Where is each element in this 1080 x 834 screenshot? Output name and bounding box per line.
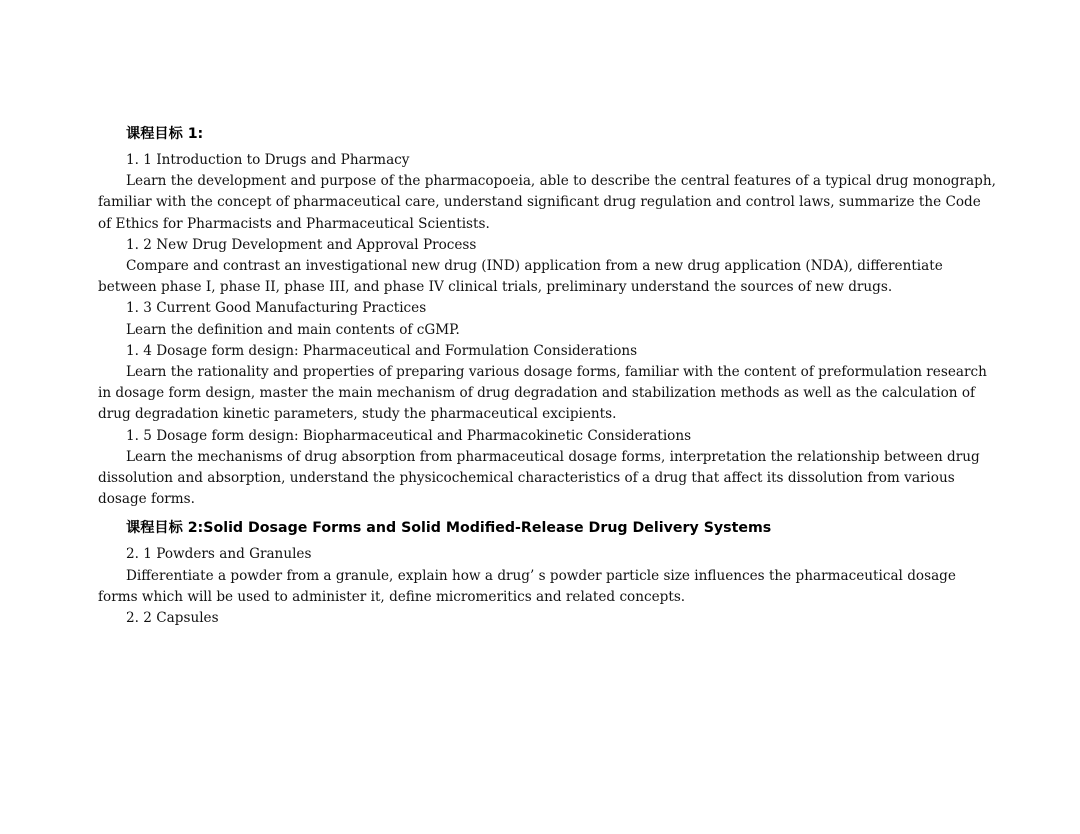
section-heading-2-2: 2. 2 Capsules [126, 610, 219, 627]
course-goal-2-title: 课程目标 2:Solid Dosage Forms and Solid Modified-Release Drug Delivery Systems [126, 520, 772, 537]
document-content [98, 124, 998, 629]
section-heading-1-1: 1. 1 Introduction to Drugs and Pharmacy [126, 152, 410, 168]
section-text-1-2: Compare and contrast an investigational new drug (IND) application from a new drug application (NDA), differentiate between phase I, phase II, phase III, and phase IV clinical trials, preliminary understand the sources of new drugs. [98, 258, 943, 296]
course-goal-1-title: 课程目标 1: [126, 126, 204, 142]
section-text-2-1: Differentiate a powder from a granule, explain how a drug’ s powder particle size influences the pharmaceutical dosage forms which will be used to administer it, define micromeritics and related concepts. [98, 567, 956, 605]
section-heading-1-3: 1. 3 Current Good Manufacturing Practices [126, 300, 427, 317]
section-text-1-4: Learn the rationality and properties of preparing various dosage forms, familiar with the content of preformulation research in dosage form design, master the main mechanism of drug degradation and stabilization methods as well as the calculation of drug degradation kinetic parameters, study the pharmaceutical excipients. [98, 364, 987, 423]
section-text-1-1: Learn the development and purpose of the pharmacopoeia, able to describe the central features of a typical drug monograph, familiar with the concept of pharmaceutical care, understand significant drug regulation and control laws, summarize the Code of Ethics for Pharmacists and Pharmaceutical Scientists. [98, 173, 996, 232]
section-heading-2-1: 2. 1 Powders and Granules [126, 546, 312, 563]
section-heading-1-4: 1. 4 Dosage form design: Pharmaceutical and Formulation Considerations [126, 342, 638, 359]
section-heading-1-5: 1. 5 Dosage form design: Biopharmaceutical and Pharmacokinetic Considerations [126, 427, 692, 444]
section-heading-1-2: 1. 2 New Drug Development and Approval Process [126, 236, 477, 253]
section-text-1-3: Learn the definition and main contents of cGMP. [126, 321, 460, 338]
section-text-1-5: Learn the mechanisms of drug absorption from pharmaceutical dosage forms, interpretation the relationship between drug dissolution and absorption, understand the physicochemical characteristics of a drug that affect its dissolution from various dosage forms. [98, 448, 980, 508]
